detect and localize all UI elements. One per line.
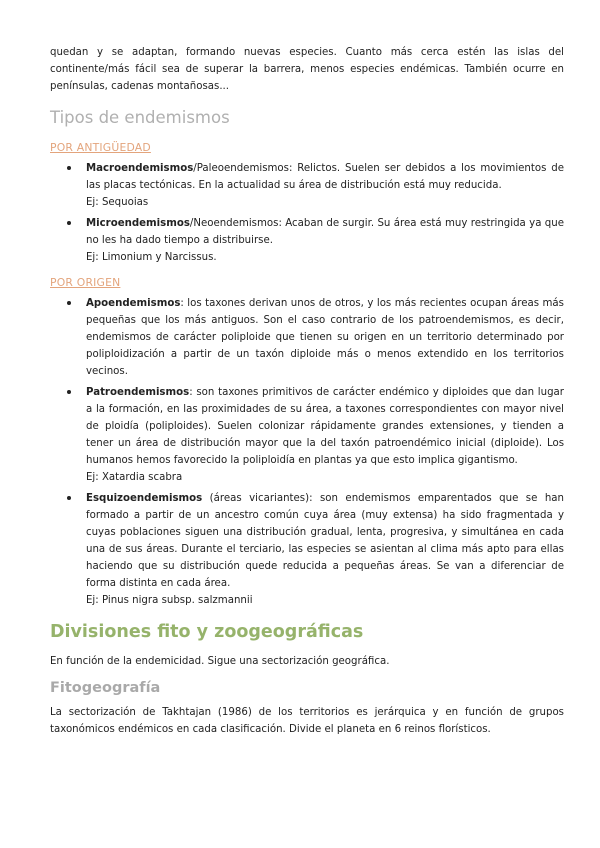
list-item — [50, 215, 564, 266]
item-description: (áreas vicariantes): son endemismos emparentados que se han formado a partir de un ancestro común cuya área (muy extensa) ha sido fragmentada y cuyas poblaciones siguen una distribución gradual, lenta, progresiva, y simultánea en cada una de sus áreas. Durante el terciario, las especies se asientan al clima más apto para ellas haciendo que su distribución quede reducida a pequeñas áreas. Se van a diferenciar de forma distinta en cada área. — [86, 493, 564, 589]
bullet-icon — [67, 301, 71, 305]
item-text — [86, 384, 564, 469]
fitogeografia-paragraph: La sectorización de Takhtajan (1986) de los territorios es jerárquica y en función de grupos taxonómicos endémicos en cada clasificación. Divide el planeta en 6 reinos florísticos. — [50, 707, 564, 735]
item-description: /Neoendemismos: Acaban de surgir. Su área está muy restringida ya que no les ha dado tiempo a distribuirse. — [86, 218, 564, 246]
item-text — [86, 295, 564, 380]
item-example: Ej: Xatardia scabra — [86, 472, 183, 483]
item-term: Macroendemismos — [86, 163, 194, 174]
origen-list — [50, 295, 564, 609]
item-term: Apoendemismos — [86, 298, 181, 309]
list-item — [50, 384, 564, 486]
antiguedad-heading: POR ANTIGÜEDAD — [50, 141, 151, 154]
item-example: Ej: Limonium y Narcissus. — [86, 252, 217, 263]
item-text — [86, 490, 564, 592]
antiguedad-list — [50, 160, 564, 266]
tipos-heading: Tipos de endemismos — [50, 108, 230, 127]
item-text — [86, 215, 564, 249]
intro-paragraph: quedan y se adaptan, formando nuevas especies. Cuanto más cerca estén las islas del continente/más fácil sea de superar la barrera, menos especies endémicas. También ocurre en penínsulas, cadenas montañosas... — [50, 47, 564, 92]
bullet-icon — [67, 496, 71, 500]
item-description: : son taxones primitivos de carácter endémico y diploides que dan lugar a la formación, en las proximidades de su área, a taxones correspondientes con mayor nivel de ploidía (poliploides). Suelen colonizar rápidamente grandes extensiones, y tienden a tener un área de distribución mayor que la del taxón patroendémico inicial (diploide). Los humanos hemos favorecido la poliploidía en plantas ya que esto implica gigantismo. — [86, 387, 564, 466]
bullet-icon — [67, 221, 71, 225]
fitogeografia-heading: Fitogeografía — [50, 680, 161, 696]
item-term: Patroendemismos — [86, 387, 190, 398]
list-item — [50, 295, 564, 380]
item-term: Esquizoendemismos — [86, 493, 203, 504]
document-page — [50, 44, 564, 738]
item-text — [86, 160, 564, 194]
item-description: /Paleoendemismos: Relictos. Suelen ser debidos a los movimientos de las placas tectónicas. En la actualidad su área de distribución está muy reducida. — [86, 163, 564, 191]
divisiones-paragraph: En función de la endemicidad. Sigue una sectorización geográfica. — [50, 656, 390, 667]
bullet-icon — [67, 390, 71, 394]
divisiones-heading: Divisiones fito y zoogeográficas — [50, 622, 364, 642]
item-description: : los taxones derivan unos de otros, y los más recientes ocupan áreas más pequeñas que los más antiguos. Son el caso contrario de los patroendemismos, es decir, endemismos de carácter poliploide que tienen su origen en un territorio determinado por poliploidización a partir de un taxón diploide más o menos extendido en los territorios vecinos. — [86, 298, 564, 377]
list-item — [50, 160, 564, 211]
bullet-icon — [67, 166, 71, 170]
item-example: Ej: Pinus nigra subsp. salzmannii — [86, 595, 253, 606]
item-term: Microendemismos — [86, 218, 190, 229]
item-example: Ej: Sequoias — [86, 197, 149, 208]
list-item — [50, 490, 564, 609]
origen-heading: POR ORIGEN — [50, 276, 121, 289]
